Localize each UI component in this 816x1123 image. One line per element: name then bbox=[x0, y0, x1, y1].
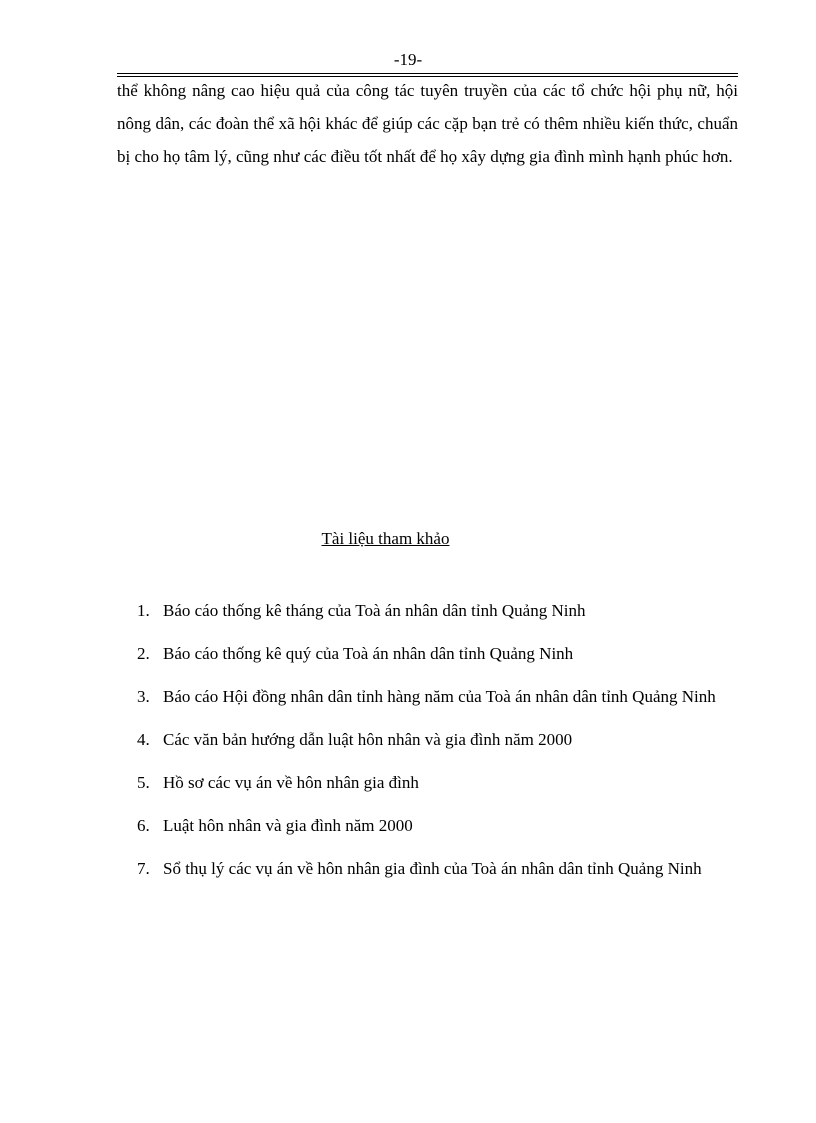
reference-text: Hồ sơ các vụ án về hôn nhân gia đình bbox=[163, 773, 419, 792]
reference-number: 3. bbox=[137, 687, 150, 706]
reference-item bbox=[117, 718, 738, 761]
references-heading: Tài liệu tham khảo bbox=[321, 529, 450, 548]
reference-item bbox=[117, 675, 738, 718]
references-list bbox=[117, 589, 738, 890]
reference-item bbox=[117, 847, 738, 890]
reference-number: 7. bbox=[137, 859, 150, 878]
reference-number: 1. bbox=[137, 601, 150, 620]
reference-text: Báo cáo Hội đồng nhân dân tỉnh hàng năm của Toà án nhân dân tỉnh Quảng Ninh bbox=[163, 687, 716, 706]
reference-item bbox=[117, 589, 738, 632]
reference-number: 2. bbox=[137, 644, 150, 663]
reference-text: Báo cáo thống kê tháng của Toà án nhân dân tỉnh Quảng Ninh bbox=[163, 601, 586, 620]
reference-number: 4. bbox=[137, 730, 150, 749]
body-paragraph: thể không nâng cao hiệu quả của công tác tuyên truyền của các tổ chức hội phụ nữ, hội nông dân, các đoàn thể xã hội khác để giúp các cặp bạn trẻ có thêm nhiều kiến thức, chuẩn bị cho họ tâm lý, cũng như các điều tốt nhất để họ xây dựng gia đình mình hạnh phúc hơn. bbox=[117, 81, 738, 166]
page-number: -19- bbox=[393, 50, 423, 69]
reference-text: Các văn bản hướng dẫn luật hôn nhân và gia đình năm 2000 bbox=[163, 730, 573, 749]
reference-text: Sổ thụ lý các vụ án về hôn nhân gia đình của Toà án nhân dân tỉnh Quảng Ninh bbox=[163, 859, 702, 878]
reference-text: Luật hôn nhân và gia đình năm 2000 bbox=[163, 816, 413, 835]
reference-text: Báo cáo thống kê quý của Toà án nhân dân tỉnh Quảng Ninh bbox=[163, 644, 574, 663]
reference-item bbox=[117, 632, 738, 675]
reference-number: 6. bbox=[137, 816, 150, 835]
reference-item bbox=[117, 804, 738, 847]
reference-number: 5. bbox=[137, 773, 150, 792]
reference-item bbox=[117, 761, 738, 804]
